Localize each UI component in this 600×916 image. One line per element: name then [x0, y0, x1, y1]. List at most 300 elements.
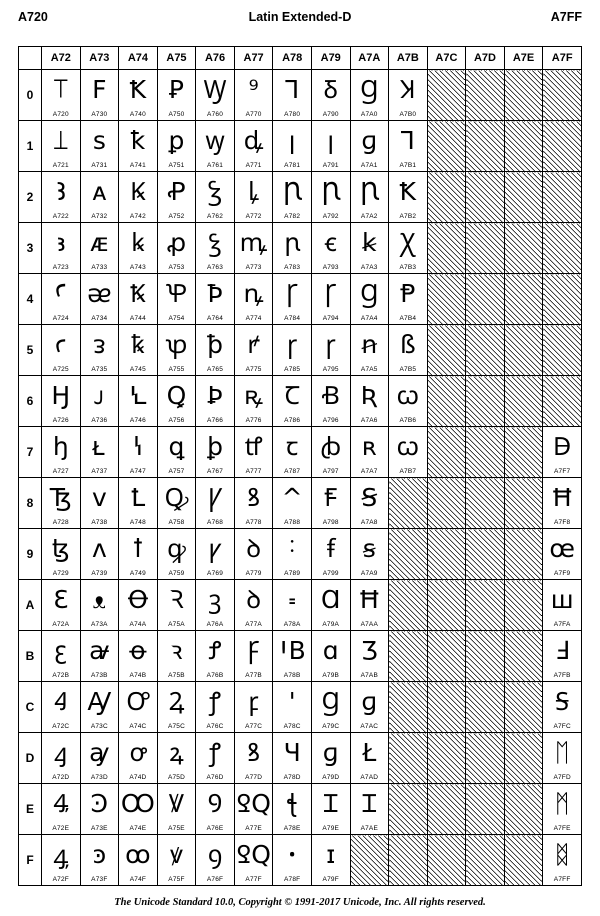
code-point-cell[interactable] [157, 784, 196, 835]
reserved-cell [504, 835, 543, 886]
reserved-cell [504, 580, 543, 631]
code-point-glyph: Ꟊ [555, 687, 570, 716]
code-point-label: A790 [322, 111, 339, 118]
reserved-cell [466, 784, 505, 835]
code-point-label: A79C [322, 723, 340, 730]
reserved-cell [504, 427, 543, 478]
code-point-cell[interactable] [311, 835, 350, 886]
code-point-label: A7F7 [553, 468, 571, 475]
reserved-cell [427, 172, 466, 223]
code-point-cell[interactable] [543, 631, 582, 682]
code-point-cell[interactable] [543, 733, 582, 784]
code-point-label: A7F8 [553, 519, 571, 526]
code-point-label: A744 [129, 315, 146, 322]
code-point-cell[interactable] [234, 682, 273, 733]
reserved-cell [466, 274, 505, 325]
code-point-cell[interactable] [157, 70, 196, 121]
reserved-cell [427, 223, 466, 274]
code-point-cell[interactable] [196, 427, 235, 478]
code-point-cell[interactable] [42, 784, 81, 835]
code-point-cell[interactable] [196, 835, 235, 886]
code-point-label: A74C [129, 723, 147, 730]
code-point-cell[interactable] [311, 376, 350, 427]
code-point-cell[interactable] [273, 121, 312, 172]
code-point-cell[interactable] [311, 223, 350, 274]
code-point-label: A760 [207, 111, 224, 118]
code-point-cell[interactable] [234, 478, 273, 529]
code-point-cell[interactable] [350, 274, 389, 325]
code-point-cell[interactable] [350, 325, 389, 376]
code-point-cell[interactable] [234, 529, 273, 580]
code-point-cell[interactable] [157, 580, 196, 631]
reserved-cell [466, 529, 505, 580]
code-point-glyph: ᴂ [87, 279, 112, 308]
code-point-label: A739 [91, 570, 108, 577]
code-point-cell[interactable] [234, 121, 273, 172]
reserved-cell [389, 733, 428, 784]
code-point-glyph: ꝝ [169, 738, 184, 767]
code-point-glyph: ᴥ [92, 585, 107, 614]
code-point-glyph: ᴈ [92, 330, 107, 359]
code-point-glyph: ꞋB [278, 636, 306, 665]
chart-row [19, 835, 582, 886]
code-point-label: A752 [168, 213, 185, 220]
code-point-cell[interactable] [119, 529, 158, 580]
code-point-glyph: ꞅ [286, 330, 298, 359]
code-point-glyph: ꞷ [396, 381, 420, 410]
code-point-cell[interactable] [543, 529, 582, 580]
code-point-cell[interactable] [350, 478, 389, 529]
code-point-cell[interactable] [119, 631, 158, 682]
code-point-cell[interactable] [196, 631, 235, 682]
code-point-cell[interactable] [119, 835, 158, 886]
code-point-label: A75F [168, 876, 185, 883]
code-point-cell[interactable] [42, 223, 81, 274]
code-point-label: A75C [167, 723, 185, 730]
code-point-cell[interactable] [157, 427, 196, 478]
code-point-cell[interactable] [119, 172, 158, 223]
code-point-cell[interactable] [350, 529, 389, 580]
code-point-cell[interactable] [80, 478, 119, 529]
code-point-label: A729 [52, 570, 69, 577]
code-point-cell[interactable] [311, 427, 350, 478]
code-point-cell[interactable] [543, 835, 582, 886]
row-header: F [19, 835, 42, 886]
code-point-label: A79B [322, 672, 340, 679]
code-point-glyph: ꝅ [131, 330, 145, 359]
row-header: 8 [19, 478, 42, 529]
code-point-cell[interactable] [311, 325, 350, 376]
code-point-cell[interactable] [234, 223, 273, 274]
code-point-cell[interactable] [543, 478, 582, 529]
code-point-label: A77E [245, 825, 262, 832]
code-point-label: A75A [168, 621, 185, 628]
code-point-label: A79E [322, 825, 340, 832]
code-point-glyph: Ꝕ [165, 279, 188, 308]
code-point-cell[interactable] [234, 376, 273, 427]
code-point-cell[interactable] [234, 631, 273, 682]
reserved-cell [543, 223, 582, 274]
code-point-cell[interactable] [196, 70, 235, 121]
code-point-cell[interactable] [157, 631, 196, 682]
code-point-cell[interactable] [389, 274, 428, 325]
code-point-label: A72D [52, 774, 70, 781]
code-point-cell[interactable] [311, 478, 350, 529]
code-point-glyph: Ɡ [360, 279, 379, 308]
code-point-cell[interactable] [80, 376, 119, 427]
chart-row [19, 121, 582, 172]
code-point-cell[interactable] [196, 580, 235, 631]
code-point-cell[interactable] [350, 631, 389, 682]
code-point-cell[interactable] [80, 682, 119, 733]
code-point-cell[interactable] [543, 784, 582, 835]
code-point-label: A765 [207, 366, 224, 373]
code-point-label: A76F [206, 876, 224, 883]
code-point-glyph: Ꝗ [166, 381, 187, 410]
code-point-glyph: ˸ [288, 534, 296, 563]
code-point-label: A7B4 [399, 315, 417, 322]
code-point-cell[interactable] [311, 172, 350, 223]
code-point-cell[interactable] [273, 70, 312, 121]
code-point-label: A775 [245, 366, 262, 373]
header-end-code: A7FF [550, 10, 582, 24]
code-point-cell[interactable] [273, 172, 312, 223]
code-point-cell[interactable] [350, 784, 389, 835]
code-point-cell[interactable] [119, 427, 158, 478]
code-point-glyph: ꞣ [362, 228, 377, 257]
code-point-cell[interactable] [80, 427, 119, 478]
code-point-cell[interactable] [42, 580, 81, 631]
code-point-glyph: Ꝥ [207, 279, 223, 308]
code-point-glyph: ꞩ [362, 534, 376, 563]
code-point-glyph: Ꝍ [126, 687, 150, 716]
code-point-cell[interactable] [543, 427, 582, 478]
code-point-glyph: ꞃ [284, 228, 301, 257]
code-point-label: A762 [207, 213, 224, 220]
code-point-cell[interactable] [157, 835, 196, 886]
code-point-label: A7B2 [399, 213, 417, 220]
code-point-cell[interactable] [42, 376, 81, 427]
code-point-glyph: ꞁ [327, 126, 335, 155]
column-header: A73 [80, 47, 119, 70]
chart-row [19, 70, 582, 121]
code-point-cell[interactable] [80, 580, 119, 631]
column-header: A72 [42, 47, 81, 70]
code-point-glyph: ꝩ [208, 534, 222, 563]
reserved-cell [427, 784, 466, 835]
code-point-cell[interactable] [311, 733, 350, 784]
code-point-cell[interactable] [196, 274, 235, 325]
code-point-cell[interactable] [119, 376, 158, 427]
code-point-cell[interactable] [196, 376, 235, 427]
code-point-cell[interactable] [80, 529, 119, 580]
unicode-code-chart [18, 46, 582, 886]
code-point-label: A73E [90, 825, 108, 832]
code-point-cell[interactable] [119, 682, 158, 733]
code-point-label: A793 [322, 264, 339, 271]
code-point-label: A75E [168, 825, 185, 832]
code-point-label: A7FD [553, 774, 571, 781]
code-point-label: A74A [129, 621, 147, 628]
code-point-cell[interactable] [350, 376, 389, 427]
code-point-label: A7B6 [399, 417, 417, 424]
code-point-label: A753 [168, 264, 185, 271]
code-point-cell[interactable] [80, 70, 119, 121]
code-point-cell[interactable] [311, 70, 350, 121]
code-point-glyph: ꝁ [130, 126, 146, 155]
reserved-cell [466, 835, 505, 886]
code-point-cell[interactable] [157, 223, 196, 274]
code-point-label: A7A8 [360, 519, 378, 526]
code-point-cell[interactable] [273, 682, 312, 733]
code-point-cell[interactable] [273, 376, 312, 427]
code-point-glyph: Ꞇ [284, 381, 300, 410]
code-point-cell[interactable] [311, 121, 350, 172]
code-point-label: A759 [168, 570, 185, 577]
code-point-glyph: ꝥ [207, 330, 223, 359]
code-point-label: A749 [129, 570, 146, 577]
code-point-cell[interactable] [119, 325, 158, 376]
code-point-cell[interactable] [157, 325, 196, 376]
code-point-cell[interactable] [42, 478, 81, 529]
code-point-label: A731 [91, 162, 108, 169]
code-point-cell[interactable] [350, 70, 389, 121]
copyright-footer: The Unicode Standard 10.0, Copyright © 1991-2017 Unicode, Inc. All rights reserved. [114, 897, 486, 908]
code-point-cell[interactable] [80, 325, 119, 376]
code-point-label: A754 [168, 315, 185, 322]
code-point-glyph: Ꝩ [207, 483, 223, 512]
code-point-cell[interactable] [157, 733, 196, 784]
code-point-cell[interactable] [273, 274, 312, 325]
code-point-cell[interactable] [42, 529, 81, 580]
code-point-cell[interactable] [273, 580, 312, 631]
code-point-label: A797 [322, 468, 339, 475]
code-point-cell[interactable] [196, 478, 235, 529]
reserved-cell [389, 529, 428, 580]
reserved-cell [504, 70, 543, 121]
code-point-glyph: ꝾQ [236, 789, 271, 818]
chart-row [19, 223, 582, 274]
code-point-cell[interactable] [273, 835, 312, 886]
code-point-cell[interactable] [196, 784, 235, 835]
code-point-cell[interactable] [157, 121, 196, 172]
code-point-cell[interactable] [80, 172, 119, 223]
code-point-cell[interactable] [42, 835, 81, 886]
code-point-cell[interactable] [42, 733, 81, 784]
code-point-cell[interactable] [273, 325, 312, 376]
code-point-label: A7AD [360, 774, 379, 781]
row-header: 9 [19, 529, 42, 580]
code-point-cell[interactable] [119, 274, 158, 325]
code-point-glyph: ꝟ [170, 840, 183, 869]
code-point-cell[interactable] [311, 580, 350, 631]
code-point-cell[interactable] [234, 172, 273, 223]
code-point-cell[interactable] [350, 121, 389, 172]
code-point-label: A7AA [360, 621, 378, 628]
code-point-cell[interactable] [350, 733, 389, 784]
code-point-cell[interactable] [311, 682, 350, 733]
reserved-cell [427, 529, 466, 580]
page-title: Latin Extended-D [248, 10, 352, 24]
code-point-cell[interactable] [42, 121, 81, 172]
code-point-cell[interactable] [80, 274, 119, 325]
code-point-cell[interactable] [234, 835, 273, 886]
code-point-cell[interactable] [119, 733, 158, 784]
code-point-cell[interactable] [389, 376, 428, 427]
code-point-cell[interactable] [389, 70, 428, 121]
code-point-cell[interactable] [119, 223, 158, 274]
code-point-cell[interactable] [196, 325, 235, 376]
code-point-glyph: ꝕ [165, 330, 188, 359]
code-point-cell[interactable] [196, 529, 235, 580]
code-point-cell[interactable] [196, 172, 235, 223]
code-point-cell[interactable] [80, 784, 119, 835]
code-point-label: A742 [129, 213, 146, 220]
code-point-glyph: ꝵ [247, 330, 260, 359]
code-point-cell[interactable] [196, 223, 235, 274]
code-point-cell[interactable] [80, 733, 119, 784]
code-point-cell[interactable] [350, 682, 389, 733]
code-point-cell[interactable] [42, 631, 81, 682]
code-point-label: A748 [129, 519, 146, 526]
code-point-cell[interactable] [42, 325, 81, 376]
code-point-glyph: Ꞃ [360, 177, 379, 206]
reserved-cell [543, 70, 582, 121]
code-point-cell[interactable] [119, 121, 158, 172]
reserved-cell [466, 376, 505, 427]
code-point-cell[interactable] [311, 784, 350, 835]
code-point-cell[interactable] [42, 70, 81, 121]
code-point-cell[interactable] [234, 325, 273, 376]
chart-row [19, 529, 582, 580]
code-point-cell[interactable] [157, 274, 196, 325]
code-point-cell[interactable] [234, 580, 273, 631]
code-point-cell[interactable] [311, 274, 350, 325]
code-point-glyph: ʀ [361, 432, 377, 461]
code-point-glyph: ꝳ [239, 228, 268, 257]
reserved-cell [543, 325, 582, 376]
code-point-cell[interactable] [42, 682, 81, 733]
code-point-glyph: ꝣ [208, 228, 222, 257]
code-point-cell[interactable] [80, 223, 119, 274]
code-point-cell[interactable] [42, 172, 81, 223]
chart-row [19, 631, 582, 682]
code-point-cell[interactable] [273, 733, 312, 784]
code-point-cell[interactable] [273, 631, 312, 682]
code-point-cell[interactable] [119, 478, 158, 529]
code-point-glyph: ꞙ [326, 534, 335, 563]
code-point-glyph: Ꝇ [129, 381, 147, 410]
code-point-cell[interactable] [543, 682, 582, 733]
code-point-cell[interactable] [350, 427, 389, 478]
code-point-cell[interactable] [196, 121, 235, 172]
code-point-cell[interactable] [196, 682, 235, 733]
code-point-cell[interactable] [543, 580, 582, 631]
code-point-cell[interactable] [157, 529, 196, 580]
code-point-label: A783 [284, 264, 301, 271]
reserved-cell [504, 223, 543, 274]
code-point-cell[interactable] [273, 427, 312, 478]
code-point-cell[interactable] [350, 223, 389, 274]
code-point-cell[interactable] [42, 427, 81, 478]
code-point-cell[interactable] [80, 121, 119, 172]
code-point-glyph: ꝺ [246, 585, 262, 614]
code-point-cell[interactable] [119, 580, 158, 631]
code-point-glyph: ɡ [361, 126, 378, 155]
code-point-cell[interactable] [311, 529, 350, 580]
code-point-label: A763 [207, 264, 224, 271]
row-header: B [19, 631, 42, 682]
code-point-cell[interactable] [234, 70, 273, 121]
code-point-cell[interactable] [350, 172, 389, 223]
code-point-cell[interactable] [157, 682, 196, 733]
code-point-label: A773 [245, 264, 262, 271]
code-point-cell[interactable] [234, 427, 273, 478]
code-point-glyph: Ꞁ [400, 126, 415, 155]
code-point-cell[interactable] [196, 733, 235, 784]
code-point-glyph: ꝃ [131, 228, 145, 257]
code-point-cell[interactable] [389, 121, 428, 172]
code-point-glyph: Ᵽ [400, 279, 416, 308]
code-point-cell[interactable] [42, 274, 81, 325]
column-header: A78 [273, 47, 312, 70]
code-point-cell[interactable] [234, 274, 273, 325]
code-point-label: A791 [322, 162, 339, 169]
code-point-glyph: Ꝙ [164, 483, 189, 512]
code-point-cell[interactable] [80, 835, 119, 886]
code-point-label: A7A1 [360, 162, 378, 169]
code-point-cell[interactable] [350, 580, 389, 631]
code-point-cell[interactable] [157, 478, 196, 529]
code-point-glyph: ꝫ [208, 585, 222, 614]
column-header: A7F [543, 47, 582, 70]
code-point-cell[interactable] [311, 631, 350, 682]
code-point-cell[interactable] [389, 427, 428, 478]
code-point-glyph: Ꝼ [247, 636, 260, 665]
code-point-cell[interactable] [80, 631, 119, 682]
code-point-cell[interactable] [389, 325, 428, 376]
code-point-glyph: Ꝝ [168, 687, 185, 716]
reserved-cell [427, 580, 466, 631]
code-point-cell[interactable] [273, 223, 312, 274]
code-point-cell[interactable] [119, 784, 158, 835]
row-header: 1 [19, 121, 42, 172]
code-point-cell[interactable] [157, 376, 196, 427]
code-point-cell[interactable] [273, 784, 312, 835]
code-point-cell[interactable] [119, 70, 158, 121]
code-point-label: A778 [245, 519, 262, 526]
row-header: 4 [19, 274, 42, 325]
code-point-label: A79D [322, 774, 340, 781]
code-point-glyph: ꜯ [53, 840, 69, 869]
code-point-cell[interactable] [389, 223, 428, 274]
code-point-cell[interactable] [234, 733, 273, 784]
code-point-cell[interactable] [157, 172, 196, 223]
code-point-cell[interactable] [234, 784, 273, 835]
code-point-cell[interactable] [273, 478, 312, 529]
code-point-label: A77F [245, 876, 262, 883]
code-point-label: A7A9 [360, 570, 378, 577]
code-point-cell[interactable] [273, 529, 312, 580]
code-point-label: A78E [283, 825, 301, 832]
code-point-label: A76A [206, 621, 224, 628]
code-point-label: A7FE [553, 825, 571, 832]
code-point-label: A75B [168, 672, 185, 679]
code-point-label: A77D [245, 774, 263, 781]
code-point-glyph: ꜿ [92, 840, 107, 869]
code-point-cell[interactable] [389, 172, 428, 223]
code-point-glyph: Ꞃ [321, 177, 340, 206]
